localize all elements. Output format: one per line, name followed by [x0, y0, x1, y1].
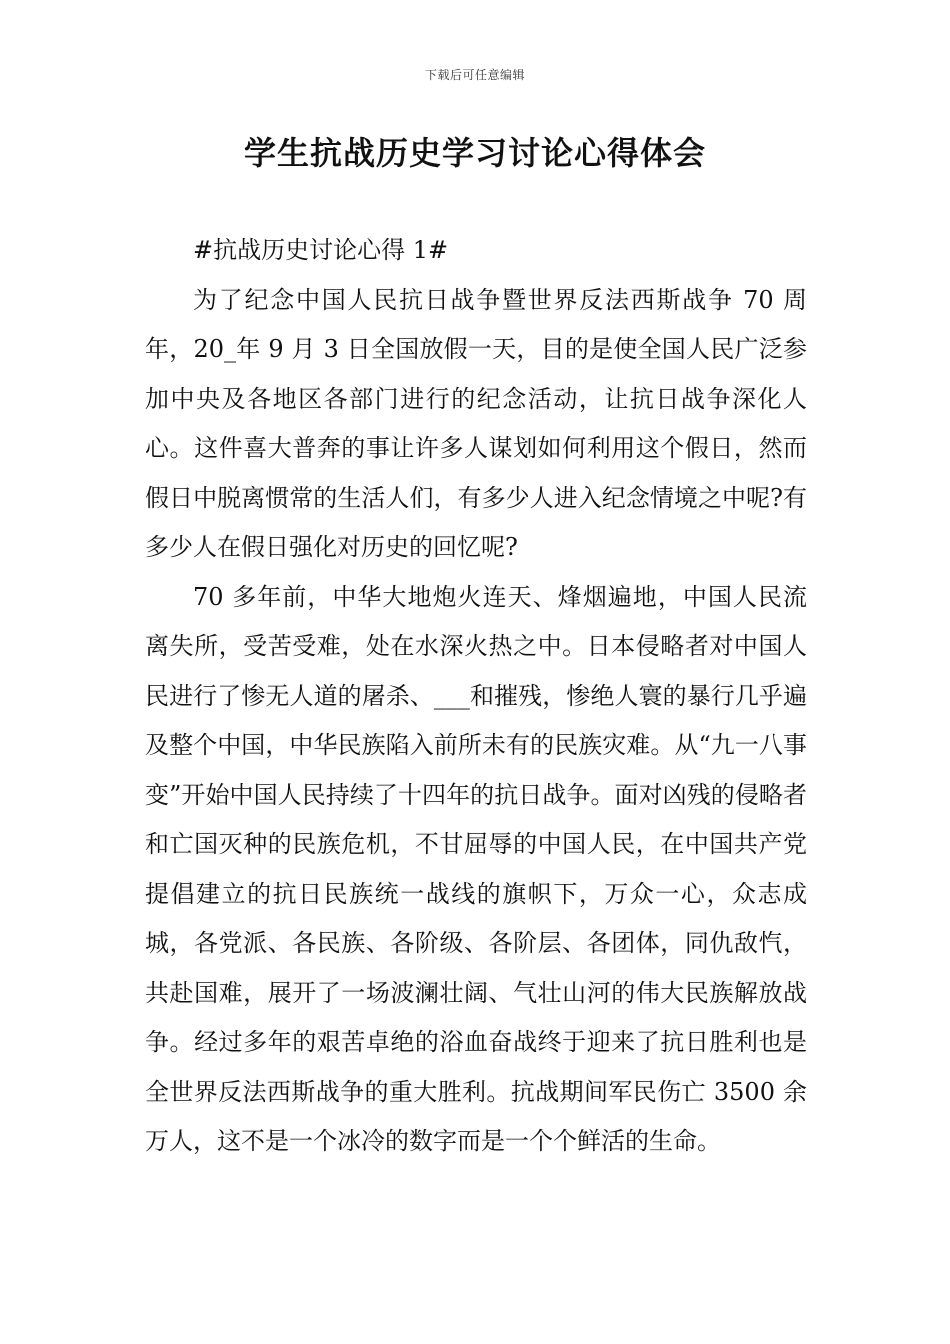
section-heading: #抗战历史讨论心得 1# — [193, 236, 449, 264]
paragraph-2: 70 多年前，中华大地炮火连天、烽烟遍地，中国人民流离失所，受苦受难，处在水深火热之中。日本侵略者对中国人民进行了惨无人道的屠杀、___和摧残，惨绝人寰的暴行几乎遍及整个中国，中华民族陷入前所未有的民族灾难。从“九一八事变”开始中国人民持续了十四年的抗日战争。面对凶残的侵略者和亡国灭种的民族危机，不甘屈辱的中国人民，在中国共产党提倡建立的抗日民族统一战线的旗帜下，万众一心，众志成城，各党派、各民族、各阶级、各阶层、各团体，同仇敌忾，共赴国难，展开了一场波澜壮阔、气壮山河的伟大民族解放战争。经过多年的艰苦卓绝的浴血奋战终于迎来了抗日胜利也是全世界反法西斯战争的重大胜利。抗战期间军民伤亡 3500 余万人，这不是一个冰冷的数字而是一个个鲜活的生命。 — [145, 582, 807, 1155]
header-note: 下载后可任意编辑 — [424, 68, 525, 82]
document-title: 学生抗战历史学习讨论心得体会 — [243, 134, 706, 172]
paragraph-1: 为了纪念中国人民抗日战争暨世界反法西斯战争 70 周年，20_年 9 月 3 日全国放假一天，目的是使全国人民广泛参加中央及各地区各部门进行的纪念活动，让抗日战争深化人心。这件喜大普奔的事让许多人谋划如何利用这个假日，然而假日中脱离惯常的生活人们，有多少人进入纪念情境之中呢?有多少人在假日强化对历史的回忆呢? — [145, 285, 807, 561]
document-body — [145, 226, 807, 1167]
